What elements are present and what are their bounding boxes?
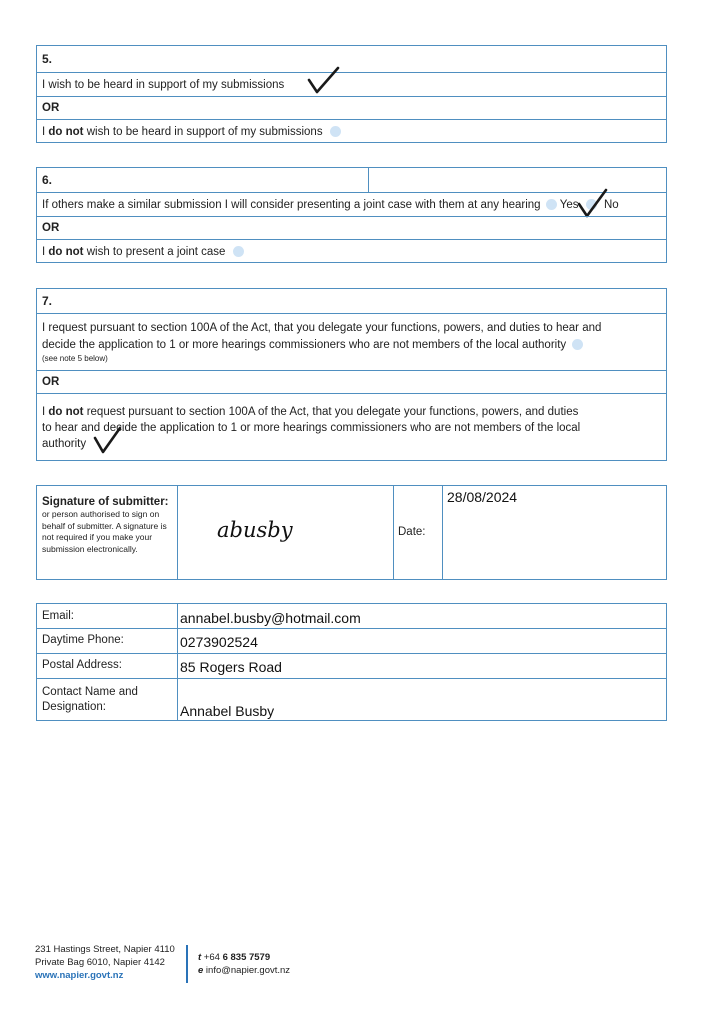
section-5 <box>36 45 667 143</box>
divider <box>37 628 666 629</box>
option-not-heard-post: wish to be heard in support of my submissions <box>83 126 323 138</box>
checkmark-icon <box>93 426 123 456</box>
no-label: No <box>603 199 619 211</box>
section-6-number: 6. <box>42 173 53 187</box>
no-request-pre: I <box>42 406 49 418</box>
email-value[interactable]: annabel.busby@hotmail.com <box>180 610 361 626</box>
or-label: OR <box>42 222 60 234</box>
request-line-1: I request pursuant to section 100A of the Act, that you delegate your functions, powers, and duties to hear and <box>42 322 602 334</box>
yes-label: Yes <box>559 199 579 211</box>
or-label: OR <box>42 102 60 114</box>
checkmark-icon <box>307 66 341 96</box>
radio-not-heard[interactable] <box>330 126 341 137</box>
option-not-heard-bold: do not <box>48 126 84 138</box>
radio-yes[interactable] <box>546 199 557 210</box>
no-request-line-3: authority <box>42 438 87 450</box>
footer <box>35 943 175 982</box>
see-note: (see note 5 below) <box>42 354 108 363</box>
phone-plain: +64 <box>201 952 223 963</box>
signature-title: Signature of submitter: <box>42 496 169 508</box>
radio-request[interactable] <box>572 339 583 350</box>
email-label: Email: <box>42 610 74 622</box>
date-label: Date: <box>398 526 426 538</box>
postal-value[interactable]: 85 Rogers Road <box>180 659 282 675</box>
phone-prefix: t <box>198 952 202 963</box>
contact-name-label: Contact Name and Designation: <box>42 686 138 713</box>
no-request-line-1: request pursuant to section 100A of the Act, that you delegate your functions, powers, and duties <box>83 406 579 418</box>
contact-block <box>36 603 667 721</box>
no-request-row[interactable] <box>37 393 666 462</box>
signature-value[interactable]: abusby <box>217 518 293 542</box>
section-7 <box>36 288 667 461</box>
divider <box>37 678 666 679</box>
date-value[interactable]: 28/08/2024 <box>447 489 518 505</box>
or-label: OR <box>42 376 60 388</box>
divider <box>177 486 178 579</box>
contact-name-value[interactable]: Annabel Busby <box>180 703 275 719</box>
footer-address-1: 231 Hastings Street, Napier 4110 <box>35 944 175 955</box>
section-6-divider <box>368 168 369 192</box>
request-line-2: decide the application to 1 or more hearings commissioners who are not members of the local authority <box>42 339 567 351</box>
option-heard-row[interactable] <box>37 72 666 96</box>
joint-case-label: If others make a similar submission I will consider presenting a joint case with them at any hearing <box>42 199 541 211</box>
divider <box>177 604 178 720</box>
no-joint-row[interactable] <box>37 239 666 264</box>
footer-divider <box>186 945 188 983</box>
radio-no-joint[interactable] <box>233 246 244 257</box>
option-not-heard-row[interactable] <box>37 119 666 144</box>
phone-bold[interactable]: 6 835 7579 <box>222 952 271 963</box>
signature-block <box>36 485 667 580</box>
footer-website-link[interactable]: www.napier.govt.nz <box>35 970 124 981</box>
footer-address-2: Private Bag 6010, Napier 4142 <box>35 957 165 968</box>
no-request-bold: do not <box>48 406 84 418</box>
section-6 <box>36 167 667 263</box>
divider <box>37 653 666 654</box>
divider <box>442 486 443 579</box>
signature-subtitle: or person authorised to sign on behalf of submitter. A signature is not required if you make your submission electronically. <box>42 509 167 554</box>
joint-case-row[interactable] <box>37 192 666 216</box>
divider <box>393 486 394 579</box>
email-prefix: e <box>198 965 204 976</box>
option-not-heard-pre: I <box>42 126 49 138</box>
phone-label: Daytime Phone: <box>42 634 124 646</box>
no-joint-pre: I <box>42 246 49 258</box>
section-5-number: 5. <box>42 52 53 66</box>
no-joint-bold: do not <box>48 246 84 258</box>
option-heard-label: I wish to be heard in support of my submissions <box>42 79 285 91</box>
postal-label: Postal Address: <box>42 659 122 671</box>
no-joint-post: wish to present a joint case <box>83 246 226 258</box>
phone-value[interactable]: 0273902524 <box>180 634 258 650</box>
request-row[interactable] <box>37 313 666 370</box>
footer-email-link[interactable]: info@napier.govt.nz <box>203 965 291 976</box>
footer-contact <box>198 951 290 977</box>
section-7-number: 7. <box>42 294 53 308</box>
no-request-line-2: to hear and decide the application to 1 or more hearings commissioners who are not members of the local <box>42 422 581 434</box>
signature-label-cell <box>42 496 175 555</box>
